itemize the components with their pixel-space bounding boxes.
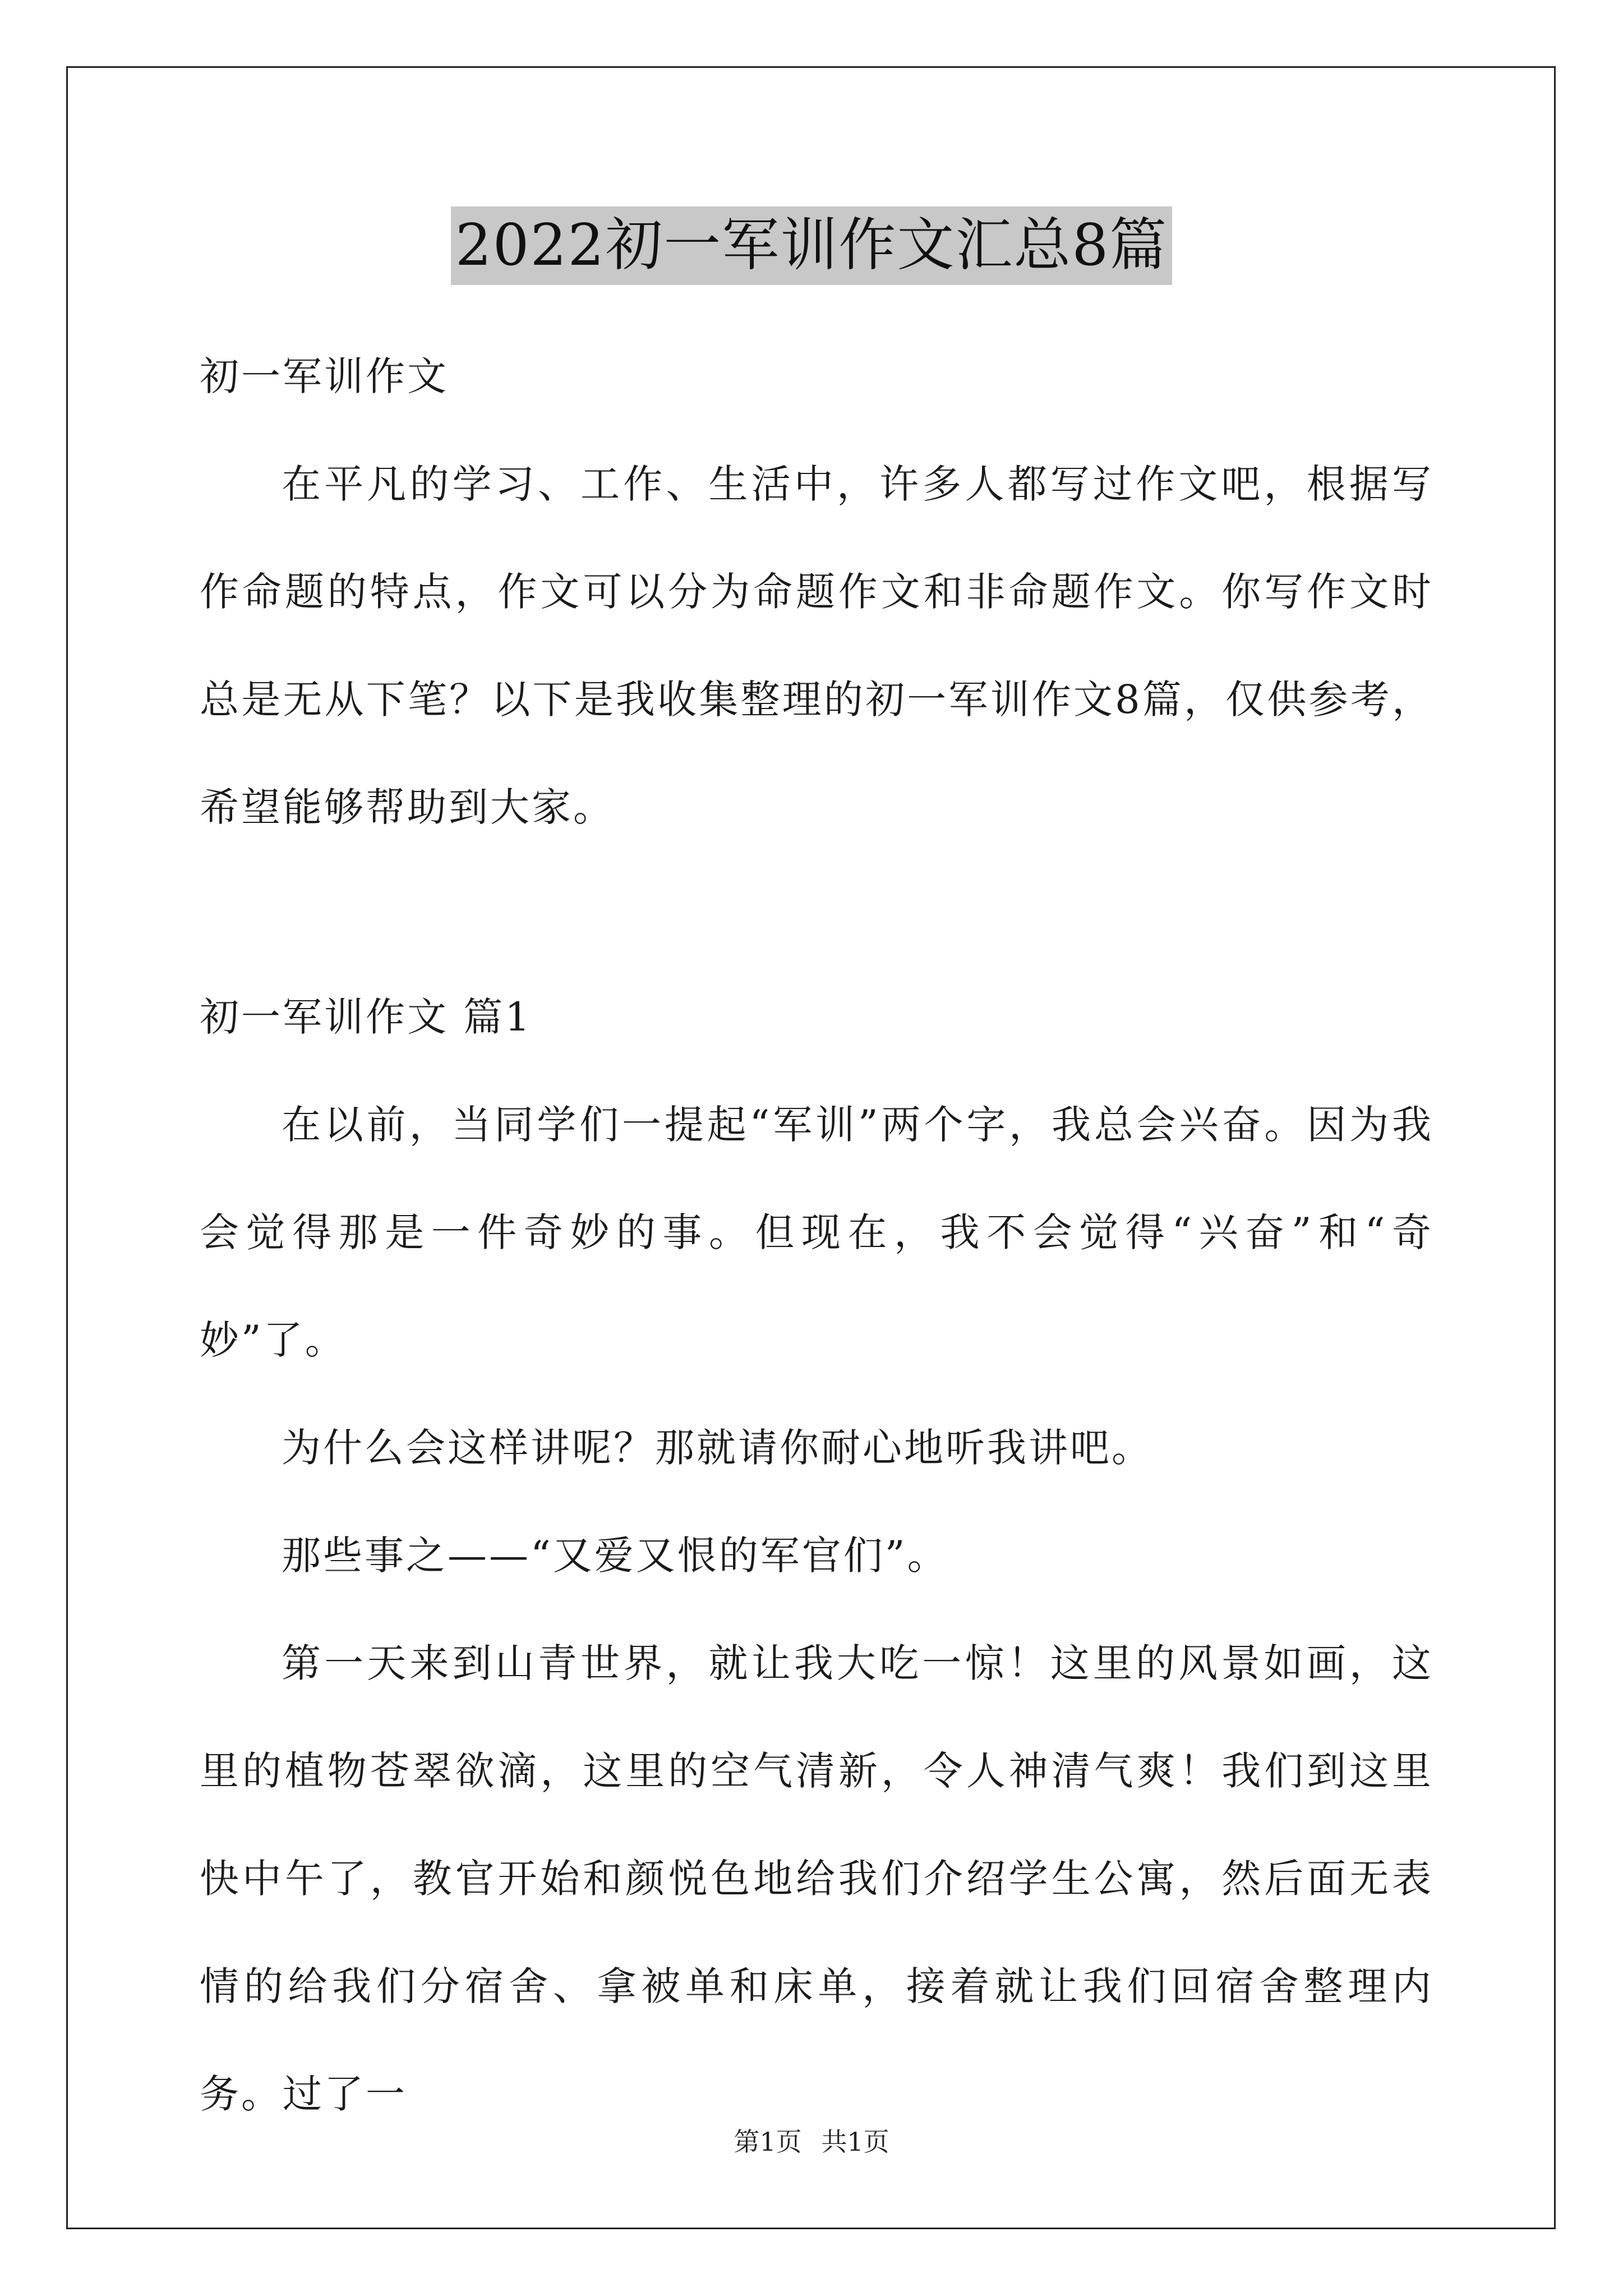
page-footer: [0, 2125, 1623, 2159]
page-number-total: 共1页: [821, 2127, 889, 2157]
section1-paragraph: 在以前，当同学们一提起“军训”两个字，我总会兴奋。因为我会觉得那是一件奇妙的事。但现在，我不会觉得“兴奋”和“奇妙”了。: [200, 1102, 1433, 1363]
section1-heading: 初一军训作文 篇1: [200, 994, 532, 1040]
document-title: 2022初一军训作文汇总8篇: [451, 206, 1172, 285]
intro-block: [200, 430, 1433, 861]
section1-heading-block: [200, 963, 1433, 1071]
intro-heading-block: [200, 323, 1433, 430]
section1-body: [200, 1071, 1433, 2148]
page-number-current: 第1页: [734, 2127, 802, 2157]
section1-paragraph: 那些事之——“又爱又恨的军官们”。: [282, 1533, 949, 1579]
section1-paragraph: 第一天来到山青世界，就让我大吃一惊！这里的风景如画，这里的植物苍翠欲滴，这里的空气清新，令人神清气爽！我们到这里快中午了，教官开始和颜悦色地给我们介绍学生公寓，然后面无表情的给我们分宿舍、拿被单和床单，接着就让我们回宿舍整理内务。过了一: [200, 1640, 1433, 2117]
section1-paragraph: 为什么会这样讲呢？那就请你耐心地听我讲吧。: [282, 1425, 1153, 1471]
title-container: [0, 206, 1623, 285]
intro-paragraph: 在平凡的学习、工作、生活中，许多人都写过作文吧，根据写作命题的特点，作文可以分为命题作文和非命题作文。你写作文时总是无从下笔？以下是我收集整理的初一军训作文8篇，仅供参考，希望能够帮助到大家。: [200, 461, 1433, 830]
intro-heading: 初一军训作文: [200, 353, 449, 399]
